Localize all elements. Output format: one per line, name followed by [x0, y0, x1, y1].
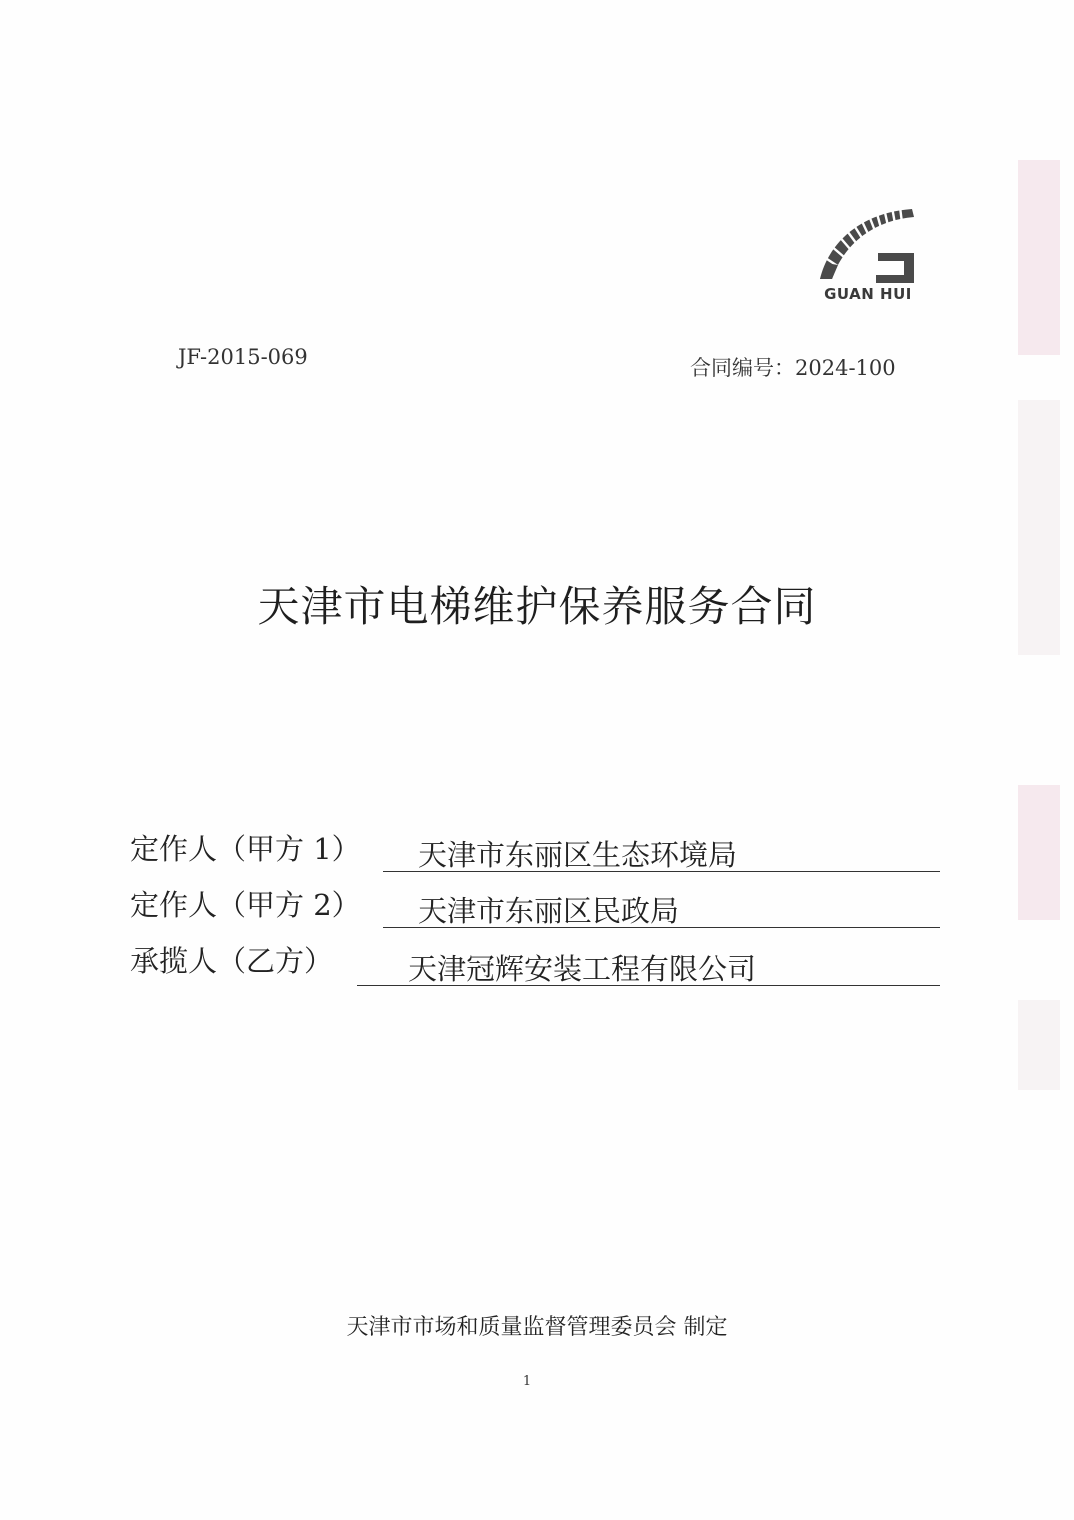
scan-edge-mark [1018, 785, 1060, 920]
issuer-text: 天津市市场和质量监督管理委员会 制定 [346, 1315, 728, 1340]
party-value: 天津市东丽区民政局 [418, 894, 680, 928]
party-row-1 [130, 827, 945, 877]
guanhui-logo-icon [818, 205, 918, 285]
party-label: 承揽人（乙方） [130, 944, 334, 978]
party-label: 定作人（甲方 1） [130, 832, 361, 866]
document-title: 天津市电梯维护保养服务合同 [257, 582, 817, 631]
party-value: 天津冠辉安装工程有限公司 [408, 952, 757, 986]
party-label: 定作人（甲方 2） [130, 888, 361, 922]
logo-text: GUAN HUI [824, 285, 912, 303]
contract-number: 合同编号：2024-100 [690, 356, 896, 380]
party-value: 天津市东丽区生态环境局 [418, 838, 738, 872]
form-code: JF-2015-069 [178, 345, 308, 369]
scan-edge-mark [1018, 160, 1060, 355]
scan-edge-mark [1018, 1000, 1060, 1090]
company-logo [818, 205, 918, 305]
party-row-3 [130, 939, 945, 989]
page-number: 1 [522, 1374, 532, 1389]
party-row-2 [130, 883, 945, 933]
